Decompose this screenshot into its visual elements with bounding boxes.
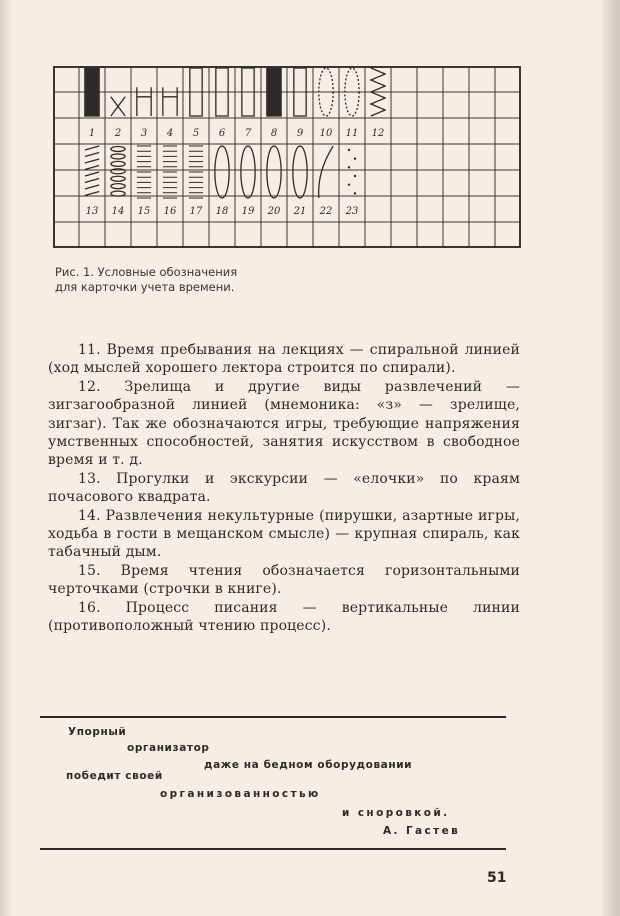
symbol-2-11 bbox=[354, 192, 356, 194]
symbol-label-row2: 19 bbox=[241, 206, 255, 217]
figure-caption bbox=[55, 265, 315, 295]
symbol-2-1 bbox=[85, 146, 99, 196]
symbol-2-4 bbox=[163, 146, 177, 198]
page-number: 51 bbox=[487, 870, 507, 886]
symbol-1-2 bbox=[111, 97, 125, 116]
symbol-2-7 bbox=[241, 146, 255, 198]
symbol-2-8 bbox=[267, 146, 281, 198]
symbol-label-row2: 20 bbox=[267, 206, 281, 217]
epigraph-word-3: даже на бедном оборудовании bbox=[204, 759, 413, 771]
symbol-grid bbox=[53, 66, 521, 248]
paragraph-12: 12. Зрелища и другие виды развлечений — зигзагообразной линией (мнемоника: «з» — зрелище, зигзаг). Так же обозначаются игры, требующие напряжения умственных способностей, занятия искусством в свободное время и т. д. bbox=[48, 378, 520, 469]
symbol-2-11 bbox=[354, 175, 356, 177]
symbol-2-11 bbox=[348, 183, 350, 185]
symbol-2-9 bbox=[293, 146, 307, 198]
symbol-2-3 bbox=[137, 146, 151, 198]
symbol-label-row2: 13 bbox=[85, 206, 99, 217]
symbol-label-row1: 1 bbox=[88, 128, 96, 139]
epigraph-word-5: организованностью bbox=[160, 788, 321, 800]
paragraph-16: 16. Процесс писания — вертикальные линии (противоположный чтению процесс). bbox=[48, 599, 520, 635]
paragraph-14: 14. Развлечения некультурные (пирушки, азартные игры, ходьба в гости в мещанском смысле) — крупная спираль, как табачный дым. bbox=[48, 507, 520, 561]
symbol-1-8 bbox=[267, 68, 281, 116]
symbol-label-row2: 22 bbox=[319, 206, 333, 217]
epigraph-word-6: и сноровкой. bbox=[342, 807, 450, 819]
epigraph-top-rule bbox=[40, 716, 506, 718]
caption-line-1: Рис. 1. Условные обозначения bbox=[55, 265, 238, 279]
symbol-label-row2: 17 bbox=[189, 206, 203, 217]
symbol-label-row1: 3 bbox=[140, 128, 148, 139]
symbol-label-row1: 11 bbox=[345, 128, 359, 139]
symbol-label-row1: 7 bbox=[244, 128, 252, 139]
symbol-2-11 bbox=[354, 157, 356, 159]
symbol-label-row2: 18 bbox=[215, 206, 229, 217]
symbol-label-row1: 10 bbox=[319, 128, 333, 139]
paragraph-13: 13. Прогулки и экскурсии — «елочки» по краям почасового квадрата. bbox=[48, 470, 520, 506]
paragraph-11: 11. Время пребывания на лекциях — спиральной линией (ход мыслей хорошего лектора строится по спирали). bbox=[48, 342, 520, 377]
symbol-2-11 bbox=[348, 166, 350, 168]
symbol-label-row1: 2 bbox=[114, 128, 122, 139]
symbol-label-row2: 15 bbox=[137, 206, 151, 217]
symbol-label-row1: 12 bbox=[371, 128, 385, 139]
symbol-2-11 bbox=[348, 149, 350, 151]
symbol-2-6 bbox=[215, 146, 229, 198]
body-text bbox=[48, 341, 520, 636]
symbol-label-row1: 8 bbox=[270, 128, 278, 139]
epigraph-author: А. Гастев bbox=[383, 825, 461, 837]
page-gutter-shadow bbox=[0, 0, 12, 916]
symbol-2-5 bbox=[189, 146, 203, 198]
symbol-label-row1: 4 bbox=[166, 128, 174, 139]
symbol-1-1 bbox=[85, 68, 99, 116]
page-edge bbox=[602, 0, 620, 916]
symbol-2-2 bbox=[111, 147, 125, 197]
epigraph-word-2: организатор bbox=[127, 742, 210, 754]
symbol-grid-figure bbox=[53, 66, 521, 248]
symbol-label-row2: 16 bbox=[163, 206, 177, 217]
symbol-label-row2: 21 bbox=[293, 206, 307, 217]
symbol-label-row2: 14 bbox=[111, 206, 125, 217]
epigraph-word-4: победит своей bbox=[66, 770, 163, 782]
symbol-2-10 bbox=[319, 146, 334, 198]
symbol-label-row1: 9 bbox=[296, 128, 304, 139]
epigraph-bottom-rule bbox=[40, 848, 506, 850]
paragraph-15: 15. Время чтения обозначается горизонтальными черточками (строчки в книге). bbox=[48, 562, 520, 598]
caption-line-2: для карточки учета времени. bbox=[55, 280, 235, 294]
symbol-label-row1: 6 bbox=[218, 128, 226, 139]
symbol-label-row2: 23 bbox=[345, 206, 359, 217]
epigraph-word-1: Упорный bbox=[68, 726, 127, 738]
symbol-label-row1: 5 bbox=[192, 128, 200, 139]
